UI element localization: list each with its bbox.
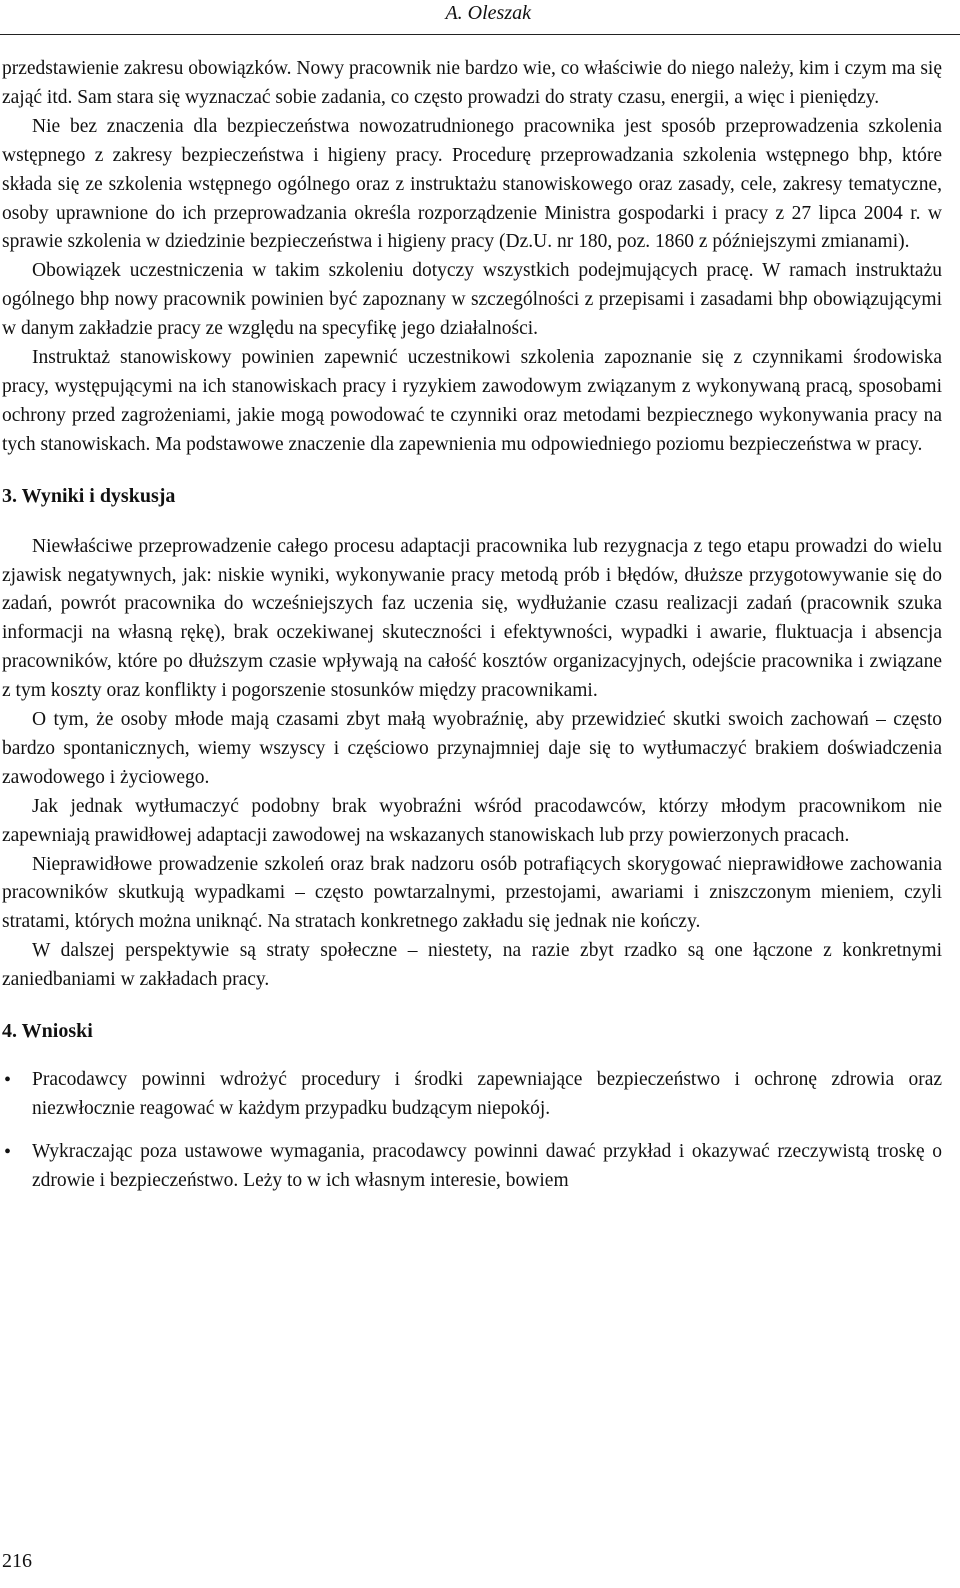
- paragraph: Niewłaściwe przeprowadzenie całego procesu adaptacji pracownika lub rezygnacja z tego etapu prowadzi do wielu zjawisk negatywnych, jak: niskie wyniki, wykonywanie pracy metodą prób i błędów, dłuższe przygotowywanie się do zadań, powrót pracownika do wcześniejszych faz uczenia się, wydłużanie czasu realizacji zadań (pracownik szuka informacji na własną rękę), brak oczekiwanej skuteczności i efektywności, wypadki i awarie, fluktuacja i absencja pracowników, które po dłuższym czasie wpływają na całość kosztów organizacyjnych, odejście pracownika i związane z tym koszty oraz konflikty i pogorszenie stosunków między pracownikami.: [2, 535, 942, 702]
- paragraph: Nie bez znaczenia dla bezpieczeństwa nowozatrudnionego pracownika jest sposób przeprowadzenia szkolenia wstępnego z zakresy bezpieczeństwa i higieny pracy. Procedurę przeprowadzania szkolenia wstępnego bhp, które składa się ze szkolenia wstępnego ogólnego oraz z instruktażu stanowiskowego oraz zasady, cele, zakresy tematyczne, osoby uprawnione do ich przeprowadzania określa rozporządzenie Ministra gospodarki i pracy z 27 lipca 2004 r. w sprawie szkolenia w dziedzinie bezpieczeństwa i higieny pracy (Dz.U. nr 180, poz. 1860 z późniejszymi zmianami).: [2, 115, 942, 253]
- list-item: [2, 1138, 942, 1196]
- list-item-text: Pracodawcy powinni wdrożyć procedury i środki zapewniające bezpieczeństwo i ochronę zdrowia oraz niezwłocznie reagować w każdym przypadku budzącym niepokój.: [32, 1069, 942, 1119]
- bullet-icon: •: [4, 1140, 12, 1163]
- conclusions-list: [2, 1066, 942, 1196]
- bullet-icon: •: [4, 1069, 12, 1091]
- list-item-text: Wykraczając poza ustawowe wymagania, pracodawcy powinni dawać przykład i okazywać rzeczywistą troskę o zdrowie i bezpieczeństwo. Leży to w ich własnym interesie, bowiem: [32, 1140, 942, 1191]
- paragraph: Instruktaż stanowiskowy powinien zapewnić uczestnikowi szkolenia zapoznanie się z czynnikami środowiska pracy, występującymi na ich stanowiskach pracy i ryzykiem zawodowym związanym z wykonywaną pracą, sposobami ochrony przed zagrożeniami, jakie mogą powodować te czynniki oraz metodami bezpiecznego wykonywania pracy na tych stanowiskach. Ma podstawowe znaczenie dla zapewnienia mu odpowiedniego poziomu bezpieczeństwa w pracy.: [2, 347, 942, 455]
- paragraph: Obowiązek uczestniczenia w takim szkoleniu dotyczy wszystkich podejmujących pracę. W ramach instruktażu ogólnego bhp nowy pracownik powinien być zapoznany w szczególności z przepisami i zasadami bhp obowiązującymi w danym zakładzie pracy ze względu na specyfikę jego działalności.: [2, 260, 942, 340]
- list-item: [2, 1066, 942, 1124]
- paragraph: przedstawienie zakresu obowiązków. Nowy pracownik nie bardzo wie, co właściwie do niego należy, kim i czym ma się zająć itd. Sam stara się wyznaczać sobie zadania, co często prowadzi do straty czasu, energii, a więc i pieniędzy.: [2, 58, 942, 108]
- paragraph: O tym, że osoby młode mają czasami zbyt małą wyobraźnię, aby przewidzieć skutki swoich zachowań – często bardzo spontanicznych, wiemy wszyscy i częściowo przynajmniej daje się to wytłumaczyć brakiem doświadczenia zawodowego i życiowego.: [2, 709, 942, 788]
- page-number: 216: [2, 1550, 32, 1572]
- section-heading-conclusions: 4. Wnioski: [2, 1020, 93, 1043]
- running-header-author: A. Oleszak: [445, 2, 531, 24]
- paragraph: Nieprawidłowe prowadzenie szkoleń oraz brak nadzoru osób potrafiących skorygować nieprawidłowe zachowania pracowników skutkują wypadkami – często powtarzalnymi, przestojami, awariami i zniszczonym mieniem, czyli stratami, których można uniknąć. Na stratach konkretnego zakładu się jednak nie kończy.: [2, 853, 942, 933]
- paragraph: W dalszej perspektywie są straty społeczne – niestety, na razie zbyt rzadko są one łączone z konkretnymi zaniedbaniami w zakładach pracy.: [2, 940, 942, 991]
- paragraph: Jak jednak wytłumaczyć podobny brak wyobraźni wśród pracodawców, którzy młodym pracownikom nie zapewniają prawidłowej adaptacji zawodowej na wskazanych stanowiskach lub przy powierzonych pracach.: [2, 795, 942, 846]
- running-header: [0, 0, 960, 35]
- section-heading-results: 3. Wyniki i dyskusja: [2, 484, 176, 507]
- body-text: [2, 55, 942, 1210]
